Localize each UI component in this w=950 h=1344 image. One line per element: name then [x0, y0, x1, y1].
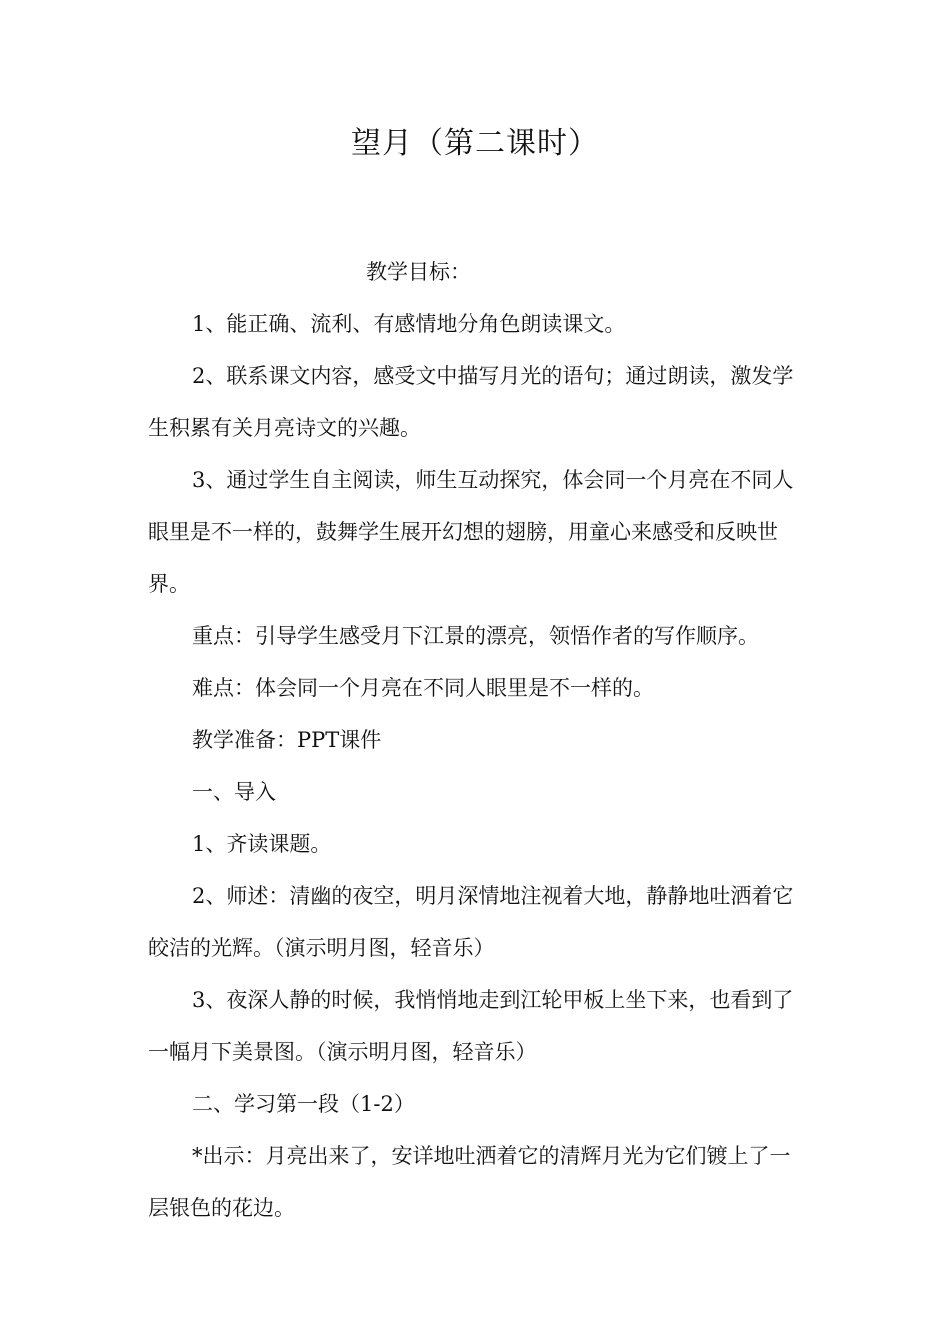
preparation-paragraph: 教学准备：PPT课件 — [192, 728, 382, 752]
section-2-heading: 二、学习第一段（1-2） — [192, 1092, 415, 1116]
section-1-heading: 一、导入 — [192, 780, 276, 804]
goal-2-paragraph: 2、联系课文内容，感受文中描写月光的语句；通过朗读，激发学生积累有关月亮诗文的兴趣。 — [148, 364, 794, 440]
goal-3-paragraph: 3、通过学生自主阅读，师生互动探究，体会同一个月亮在不同人眼里是不一样的，鼓舞学生展开幻想的翅膀，用童心来感受和反映世界。 — [148, 468, 794, 596]
step-2-paragraph: 2、师述：清幽的夜空，明月深情地注视着大地，静静地吐洒着它皎洁的光辉。（演示明月图，轻音乐） — [148, 884, 794, 960]
step-1-paragraph: 1、齐读课题。 — [192, 832, 332, 856]
document-body — [148, 246, 808, 1234]
goal-1-paragraph: 1、能正确、流利、有感情地分角色朗读课文。 — [192, 312, 626, 336]
display-text-paragraph: *出示：月亮出来了，安详地吐洒着它的清辉月光为它们镀上了一层银色的花边。 — [148, 1144, 791, 1220]
document-title: 望月（第二课时） — [351, 126, 599, 161]
difficulty-paragraph: 难点：体会同一个月亮在不同人眼里是不一样的。 — [192, 676, 654, 700]
teaching-goals-heading: 教学目标： — [366, 260, 471, 284]
step-3-paragraph: 3、夜深人静的时候，我悄悄地走到江轮甲板上坐下来，也看到了一幅月下美景图。（演示明月图，轻音乐） — [148, 988, 794, 1064]
key-point-paragraph: 重点：引导学生感受月下江景的漂亮，领悟作者的写作顺序。 — [192, 624, 759, 648]
